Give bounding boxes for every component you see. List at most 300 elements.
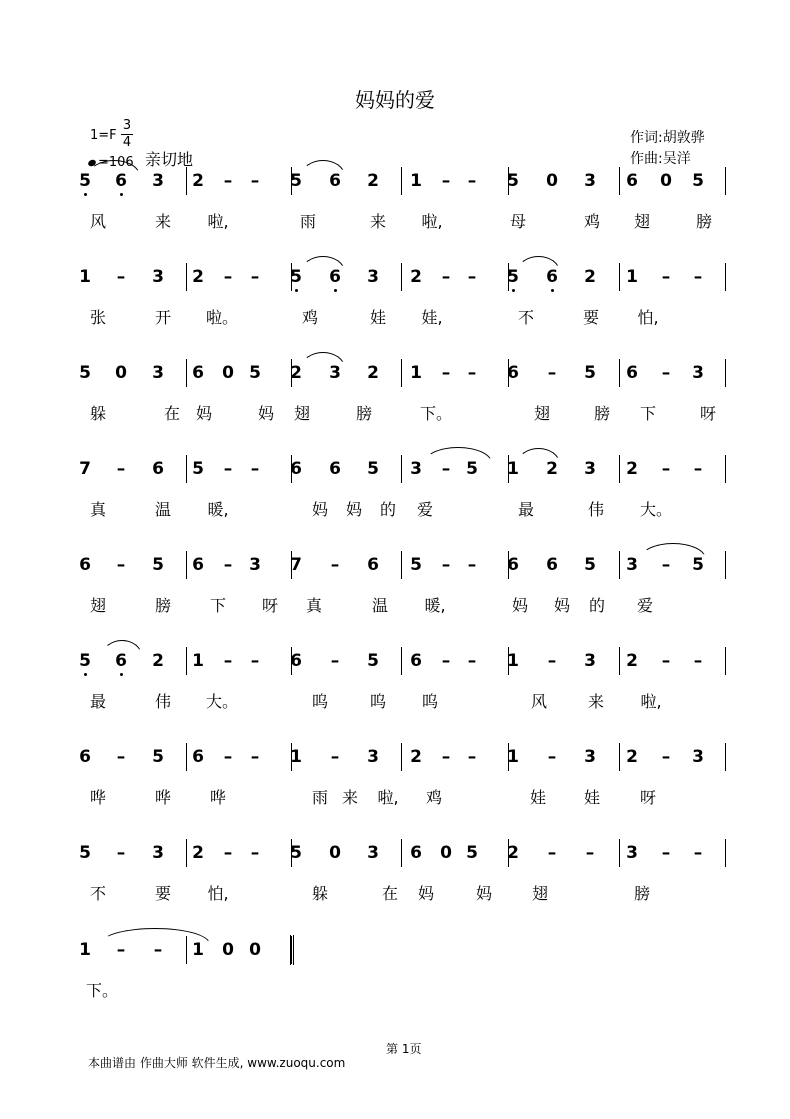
jianpu-note xyxy=(542,171,562,191)
note-digit: 5 xyxy=(410,555,422,575)
jianpu-note xyxy=(286,555,306,575)
note-digit: 1 xyxy=(626,267,638,287)
jianpu-note xyxy=(406,171,426,191)
jianpu-note xyxy=(245,843,265,863)
bar-line xyxy=(291,455,292,483)
tie-slur xyxy=(517,256,560,272)
note-digit: 6 xyxy=(410,651,422,671)
jianpu-note xyxy=(148,459,168,479)
jianpu-note xyxy=(436,363,456,383)
lyric-syllable: 妈 xyxy=(417,884,434,903)
note-digit: – xyxy=(250,459,260,479)
tie-slur xyxy=(301,352,345,368)
bar-line xyxy=(401,743,402,771)
note-digit: 3 xyxy=(152,267,164,287)
jianpu-note xyxy=(75,267,95,287)
jianpu-note xyxy=(622,555,642,575)
lyric-syllable: 暖, xyxy=(207,500,229,519)
lyric-syllable: 翅 xyxy=(533,404,550,423)
lyric-syllable: 怕, xyxy=(637,308,659,327)
jianpu-note xyxy=(363,651,383,671)
bar-line xyxy=(725,647,726,675)
note-digit: 5 xyxy=(249,363,261,383)
jianpu-note xyxy=(436,267,456,287)
jianpu-note xyxy=(688,747,708,767)
note-digit: – xyxy=(693,459,703,479)
bar-line xyxy=(291,743,292,771)
jianpu-note xyxy=(148,555,168,575)
bar-line xyxy=(401,359,402,387)
jianpu-note xyxy=(188,555,208,575)
bar-line xyxy=(619,551,620,579)
note-digit: 5 xyxy=(290,843,302,863)
jianpu-note xyxy=(188,843,208,863)
note-digit: 1 xyxy=(410,363,422,383)
note-digit: 3 xyxy=(692,363,704,383)
bar-line xyxy=(401,839,402,867)
lyric-syllable: 大。 xyxy=(640,500,673,519)
note-digit: – xyxy=(250,651,260,671)
lyric-syllable: 最 xyxy=(517,500,534,519)
jianpu-note xyxy=(218,940,238,960)
bar-line xyxy=(619,167,620,195)
lyric-syllable: 来 xyxy=(154,212,171,231)
lyric-syllable: 膀 xyxy=(593,404,610,423)
note-digit: – xyxy=(116,459,126,479)
note-digit: – xyxy=(250,843,260,863)
note-digit: 3 xyxy=(367,267,379,287)
key-signature: 1=F xyxy=(90,128,117,143)
jianpu-note xyxy=(188,363,208,383)
lyric-syllable: 膀 xyxy=(154,596,171,615)
note-digit: 1 xyxy=(507,651,519,671)
jianpu-note xyxy=(462,171,482,191)
lyric-syllable: 下 xyxy=(209,596,226,615)
jianpu-note xyxy=(406,651,426,671)
lyric-syllable: 要 xyxy=(154,884,171,903)
jianpu-note xyxy=(462,651,482,671)
lyric-syllable: 妈 xyxy=(345,500,362,519)
note-digit: 6 xyxy=(626,171,638,191)
lyric-syllable: 呜 xyxy=(369,692,386,711)
bar-line xyxy=(401,455,402,483)
lower-octave-dot xyxy=(512,289,515,292)
note-digit: 6 xyxy=(79,747,91,767)
jianpu-note xyxy=(688,267,708,287)
jianpu-note xyxy=(656,363,676,383)
jianpu-note xyxy=(75,363,95,383)
lyric-syllable: 的 xyxy=(379,500,396,519)
note-digit: 3 xyxy=(152,843,164,863)
jianpu-note xyxy=(188,747,208,767)
note-digit: 5 xyxy=(290,267,302,287)
note-digit: 3 xyxy=(329,363,341,383)
jianpu-note xyxy=(188,459,208,479)
jianpu-note xyxy=(286,459,306,479)
lyric-syllable: 鸡 xyxy=(301,308,318,327)
jianpu-note xyxy=(148,171,168,191)
jianpu-note xyxy=(462,555,482,575)
note-digit: 5 xyxy=(507,171,519,191)
tie-slur xyxy=(517,448,560,464)
note-digit: 5 xyxy=(192,459,204,479)
jianpu-note xyxy=(580,555,600,575)
lyric-syllable: 呀 xyxy=(699,404,716,423)
lyric-syllable: 啦, xyxy=(377,788,399,807)
note-digit: – xyxy=(467,747,477,767)
bar-line xyxy=(186,167,187,195)
jianpu-note xyxy=(406,843,426,863)
bar-line xyxy=(186,743,187,771)
note-digit: – xyxy=(116,940,126,960)
note-digit: – xyxy=(467,363,477,383)
jianpu-note xyxy=(148,747,168,767)
note-digit: – xyxy=(330,651,340,671)
note-digit: 5 xyxy=(79,171,91,191)
note-digit: 2 xyxy=(546,459,558,479)
jianpu-note xyxy=(406,747,426,767)
jianpu-note xyxy=(111,363,131,383)
jianpu-note xyxy=(462,747,482,767)
note-digit: 3 xyxy=(367,843,379,863)
note-digit: – xyxy=(547,843,557,863)
time-signature xyxy=(120,118,134,151)
note-digit: 2 xyxy=(410,267,422,287)
footer-credit: 本曲谱由 作曲大师 软件生成, www.zuoqu.com xyxy=(88,1056,346,1070)
lyric-syllable: 娃 xyxy=(529,788,546,807)
jianpu-note xyxy=(148,651,168,671)
lyric-syllable: 风 xyxy=(530,692,547,711)
note-digit: 0 xyxy=(660,171,672,191)
bar-line xyxy=(401,263,402,291)
note-digit: 3 xyxy=(692,747,704,767)
jianpu-note xyxy=(580,267,600,287)
jianpu-note xyxy=(286,747,306,767)
note-digit: 6 xyxy=(507,363,519,383)
note-digit: 2 xyxy=(584,267,596,287)
bar-line xyxy=(186,551,187,579)
note-digit: 5 xyxy=(79,363,91,383)
lyric-syllable: 怕, xyxy=(207,884,229,903)
note-digit: – xyxy=(467,555,477,575)
lyric-syllable: 下。 xyxy=(420,404,453,423)
lyric-syllable: 大。 xyxy=(206,692,239,711)
note-digit: 0 xyxy=(222,363,234,383)
note-digit: – xyxy=(661,651,671,671)
jianpu-note xyxy=(218,171,238,191)
note-digit: – xyxy=(223,171,233,191)
note-digit: 6 xyxy=(79,555,91,575)
jianpu-note xyxy=(75,651,95,671)
lyric-syllable: 躲 xyxy=(311,884,328,903)
note-digit: 5 xyxy=(290,171,302,191)
note-digit: 1 xyxy=(410,171,422,191)
note-digit: – xyxy=(116,747,126,767)
note-digit: – xyxy=(661,267,671,287)
note-digit: – xyxy=(467,651,477,671)
jianpu-note xyxy=(688,459,708,479)
note-digit: 5 xyxy=(79,843,91,863)
jianpu-note xyxy=(462,267,482,287)
note-digit: 5 xyxy=(79,651,91,671)
jianpu-note xyxy=(245,267,265,287)
jianpu-note xyxy=(656,651,676,671)
expression-marking: 亲切地 xyxy=(145,150,194,169)
note-digit: 5 xyxy=(584,555,596,575)
note-digit: 6 xyxy=(115,651,127,671)
lyric-syllable: 呀 xyxy=(261,596,278,615)
note-digit: 6 xyxy=(192,747,204,767)
lyric-syllable: 真 xyxy=(305,596,322,615)
note-digit: 1 xyxy=(192,940,204,960)
note-digit: 5 xyxy=(466,459,478,479)
bar-line xyxy=(401,551,402,579)
jianpu-note xyxy=(75,747,95,767)
note-digit: 5 xyxy=(466,843,478,863)
note-digit: – xyxy=(116,843,126,863)
note-digit: – xyxy=(441,747,451,767)
tie-slur xyxy=(301,160,345,176)
jianpu-note xyxy=(363,555,383,575)
jianpu-note xyxy=(245,940,265,960)
jianpu-note xyxy=(325,555,345,575)
note-digit: – xyxy=(223,555,233,575)
note-digit: 1 xyxy=(290,747,302,767)
jianpu-note xyxy=(656,267,676,287)
bar-line xyxy=(725,551,726,579)
bar-line xyxy=(725,359,726,387)
jianpu-note xyxy=(111,747,131,767)
note-digit: 6 xyxy=(290,651,302,671)
jianpu-note xyxy=(622,363,642,383)
lyric-syllable: 母 xyxy=(509,212,526,231)
lower-octave-dot xyxy=(120,193,123,196)
lyric-syllable: 不 xyxy=(517,308,534,327)
lyric-syllable: 来 xyxy=(587,692,604,711)
note-digit: 5 xyxy=(584,363,596,383)
bar-line xyxy=(619,359,620,387)
jianpu-note xyxy=(286,843,306,863)
bar-line xyxy=(401,647,402,675)
bar-line xyxy=(619,263,620,291)
bar-line xyxy=(619,839,620,867)
jianpu-note xyxy=(363,171,383,191)
jianpu-note xyxy=(363,459,383,479)
lyric-syllable: 张 xyxy=(89,308,106,327)
jianpu-note xyxy=(542,363,562,383)
jianpu-note xyxy=(218,267,238,287)
lyric-syllable: 风 xyxy=(89,212,106,231)
note-digit: 0 xyxy=(249,940,261,960)
note-digit: 5 xyxy=(692,555,704,575)
jianpu-note xyxy=(245,651,265,671)
lyric-syllable: 伟 xyxy=(587,500,604,519)
jianpu-note xyxy=(656,843,676,863)
note-digit: 3 xyxy=(584,459,596,479)
jianpu-note xyxy=(656,171,676,191)
note-digit: 1 xyxy=(79,267,91,287)
lyric-syllable: 下。 xyxy=(86,981,119,1000)
bar-line xyxy=(725,839,726,867)
bar-line xyxy=(291,647,292,675)
note-digit: 6 xyxy=(192,555,204,575)
note-digit: – xyxy=(441,363,451,383)
page-number: 第 1页 xyxy=(386,1042,422,1056)
jianpu-note xyxy=(75,555,95,575)
jianpu-note xyxy=(148,267,168,287)
lyric-syllable: 膀 xyxy=(633,884,650,903)
lower-octave-dot xyxy=(334,289,337,292)
note-digit: 6 xyxy=(329,459,341,479)
note-digit: – xyxy=(585,843,595,863)
lyric-syllable: 娃 xyxy=(369,308,386,327)
lyric-syllable: 雨 xyxy=(299,212,316,231)
bar-line xyxy=(508,167,509,195)
jianpu-note xyxy=(688,363,708,383)
jianpu-note xyxy=(75,843,95,863)
note-digit: 2 xyxy=(367,363,379,383)
bar-line xyxy=(619,647,620,675)
bar-line xyxy=(619,455,620,483)
note-digit: 2 xyxy=(192,171,204,191)
jianpu-note xyxy=(188,171,208,191)
lower-octave-dot xyxy=(84,193,87,196)
lyric-syllable: 呜 xyxy=(311,692,328,711)
lyric-syllable: 翅 xyxy=(89,596,106,615)
note-digit: – xyxy=(661,363,671,383)
note-digit: 2 xyxy=(367,171,379,191)
note-digit: – xyxy=(693,267,703,287)
note-digit: 2 xyxy=(152,651,164,671)
bar-line xyxy=(291,359,292,387)
note-digit: 7 xyxy=(290,555,302,575)
note-digit: 5 xyxy=(367,651,379,671)
lower-octave-dot xyxy=(551,289,554,292)
bar-line xyxy=(291,263,292,291)
lyric-syllable: 娃, xyxy=(421,308,443,327)
note-digit: – xyxy=(223,843,233,863)
note-digit: – xyxy=(250,171,260,191)
jianpu-note xyxy=(363,843,383,863)
jianpu-note xyxy=(245,555,265,575)
note-digit: – xyxy=(330,555,340,575)
note-digit: 6 xyxy=(410,843,422,863)
bar-line xyxy=(508,263,509,291)
lyric-syllable: 不 xyxy=(89,884,106,903)
jianpu-note xyxy=(503,555,523,575)
note-digit: – xyxy=(250,747,260,767)
note-digit: 7 xyxy=(79,459,91,479)
note-digit: 5 xyxy=(507,267,519,287)
lyric-syllable: 娃 xyxy=(583,788,600,807)
bar-line xyxy=(508,359,509,387)
bar-line xyxy=(401,167,402,195)
bar-line xyxy=(725,167,726,195)
lower-octave-dot xyxy=(84,673,87,676)
note-digit: 3 xyxy=(584,651,596,671)
note-digit: – xyxy=(547,651,557,671)
jianpu-note xyxy=(436,843,456,863)
note-digit: 3 xyxy=(626,843,638,863)
note-digit: – xyxy=(441,651,451,671)
tie-slur xyxy=(100,928,210,944)
note-digit: 6 xyxy=(329,267,341,287)
lyric-syllable: 膀 xyxy=(695,212,712,231)
note-digit: 6 xyxy=(626,363,638,383)
note-digit: – xyxy=(547,747,557,767)
lyric-syllable: 来 xyxy=(341,788,358,807)
jianpu-note xyxy=(363,747,383,767)
note-digit: 2 xyxy=(192,267,204,287)
bar-line xyxy=(508,455,509,483)
bar-line xyxy=(291,551,292,579)
lower-octave-dot xyxy=(120,673,123,676)
lyric-syllable: 爱 xyxy=(636,596,653,615)
lyric-syllable: 在 xyxy=(381,884,398,903)
jianpu-note xyxy=(503,651,523,671)
note-digit: – xyxy=(116,267,126,287)
jianpu-note xyxy=(245,363,265,383)
note-digit: 1 xyxy=(79,940,91,960)
jianpu-note xyxy=(148,843,168,863)
jianpu-note xyxy=(148,363,168,383)
note-digit: 0 xyxy=(115,363,127,383)
jianpu-note xyxy=(542,555,562,575)
jianpu-note xyxy=(580,459,600,479)
note-digit: 3 xyxy=(367,747,379,767)
lyricist-credit: 作词:胡敦骅 xyxy=(630,130,705,146)
lyric-syllable: 哗 xyxy=(209,788,226,807)
note-digit: – xyxy=(441,171,451,191)
jianpu-note xyxy=(688,843,708,863)
lyric-syllable: 温 xyxy=(371,596,388,615)
note-digit: 6 xyxy=(546,555,558,575)
lyric-syllable: 在 xyxy=(163,404,180,423)
lyric-syllable: 的 xyxy=(588,596,605,615)
note-digit: – xyxy=(223,651,233,671)
lyric-syllable: 来 xyxy=(369,212,386,231)
note-digit: 1 xyxy=(507,747,519,767)
jianpu-note xyxy=(218,555,238,575)
note-digit: – xyxy=(661,747,671,767)
jianpu-note xyxy=(622,843,642,863)
jianpu-note xyxy=(580,747,600,767)
jianpu-note xyxy=(111,555,131,575)
note-digit: 2 xyxy=(507,843,519,863)
score-title: 妈妈的爱 xyxy=(355,88,435,112)
jianpu-note xyxy=(245,459,265,479)
bar-line xyxy=(291,839,292,867)
lyric-syllable: 呜 xyxy=(421,692,438,711)
bar-line xyxy=(508,743,509,771)
tie-slur xyxy=(301,256,345,272)
jianpu-note xyxy=(188,267,208,287)
bar-line xyxy=(186,263,187,291)
lyric-syllable: 啦, xyxy=(207,212,229,231)
note-digit: – xyxy=(116,555,126,575)
note-digit: 2 xyxy=(410,747,422,767)
bar-line xyxy=(725,263,726,291)
bar-line xyxy=(186,839,187,867)
jianpu-note xyxy=(218,843,238,863)
lyric-syllable: 翅 xyxy=(531,884,548,903)
bar-line xyxy=(725,743,726,771)
jianpu-note xyxy=(542,747,562,767)
note-digit: 6 xyxy=(152,459,164,479)
jianpu-note xyxy=(406,459,426,479)
note-digit: 6 xyxy=(367,555,379,575)
jianpu-note xyxy=(688,171,708,191)
